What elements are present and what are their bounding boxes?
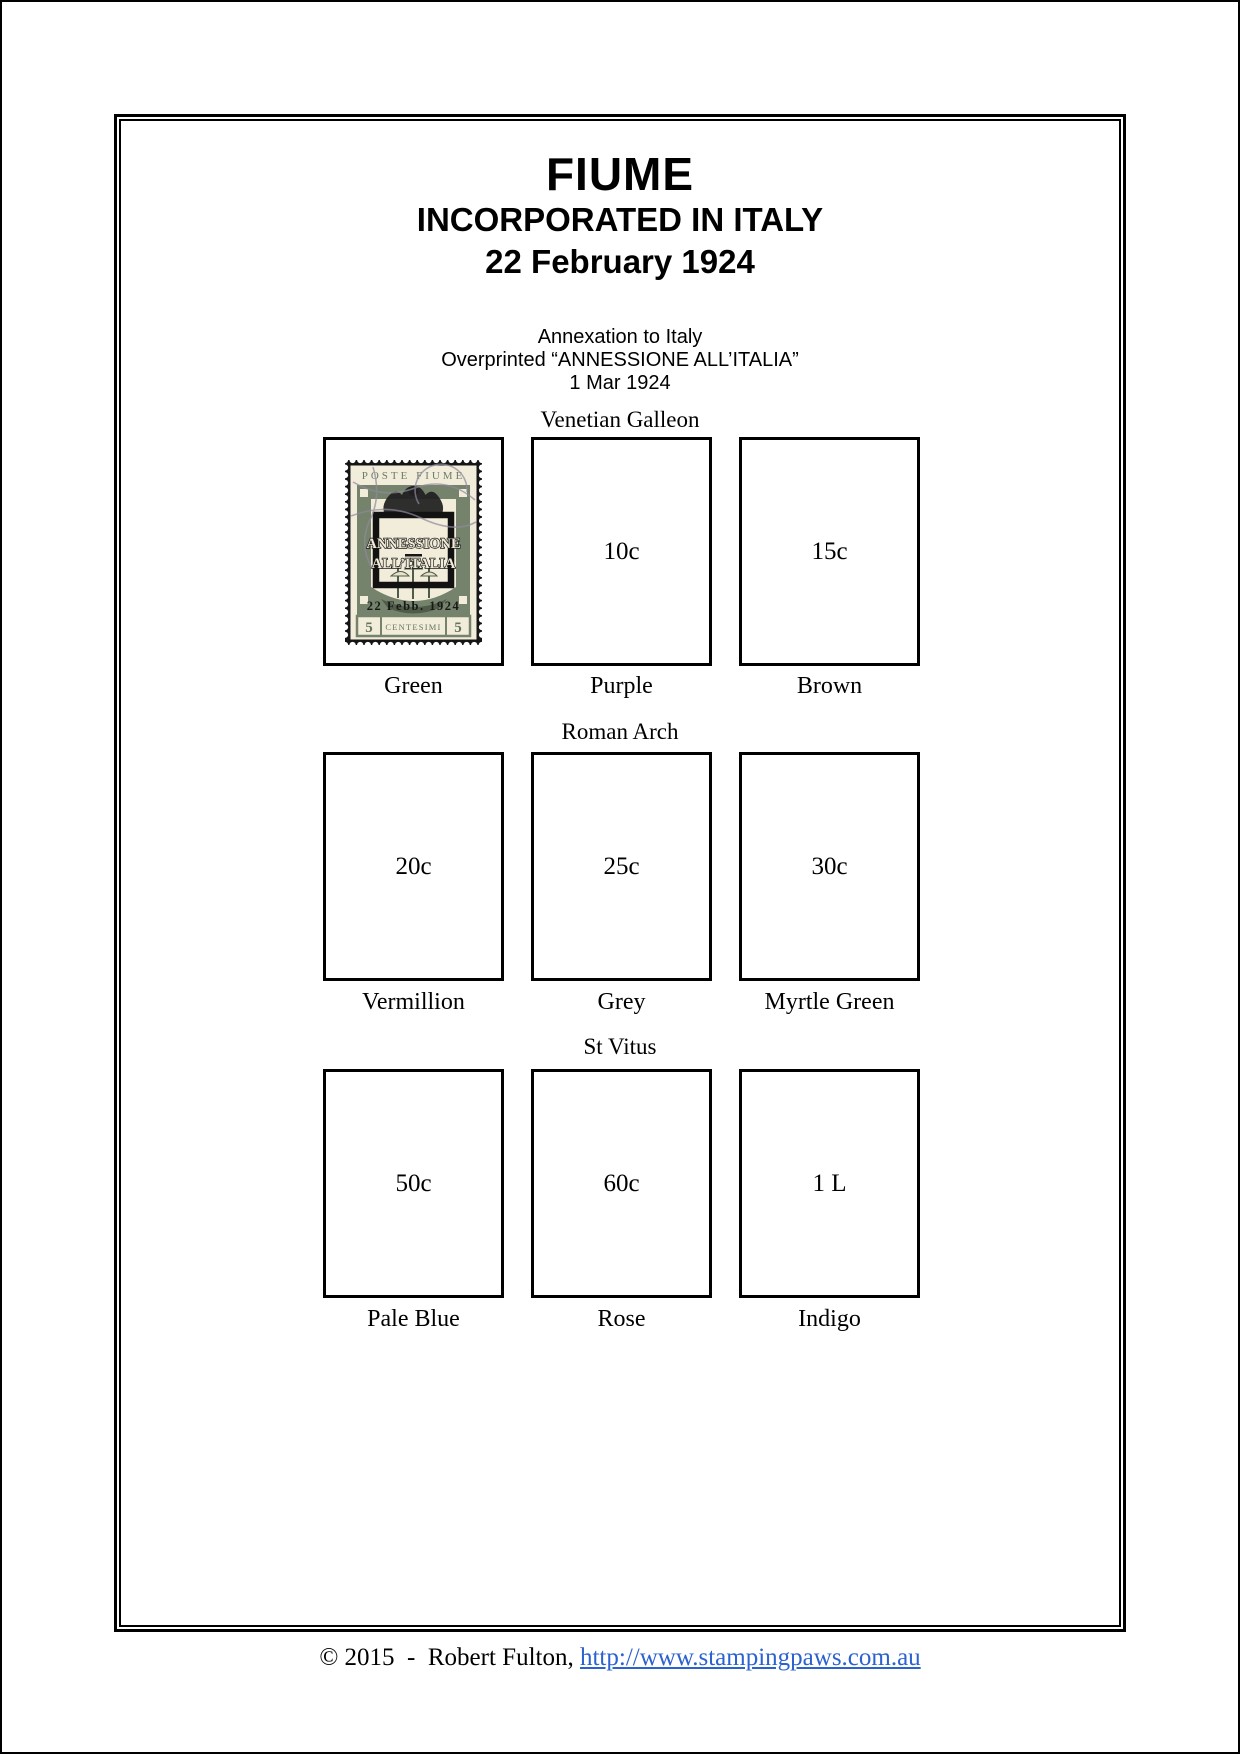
issue-description-line-1: Annexation to Italy (537, 326, 703, 348)
stamp-value-center: CENTESIMI (385, 622, 442, 632)
stamp-image-5c-green (343, 458, 484, 647)
stamp-box-10c (531, 437, 712, 666)
issue-description-line-2: Overprinted “ANNESSIONE ALL’ITALIA” (441, 349, 799, 371)
color-label-vermillion: Vermillion (362, 989, 465, 1015)
color-label-rose: Rose (597, 1306, 646, 1332)
stamp-box-30c (739, 752, 920, 981)
stamp-box-20c (323, 752, 504, 981)
color-label-purple: Purple (590, 673, 653, 699)
stamp-denomination: 50c (395, 1169, 432, 1197)
stamp-overprint-line-2: ALL’ITALIA (371, 556, 456, 572)
footer-copyright: © 2015 - Robert Fulton, (319, 1644, 580, 1671)
stamp-box-15c (739, 437, 920, 666)
stamp-overprint-line-1: ANNESSIONE (366, 536, 461, 552)
stamp-denomination: 30c (811, 852, 848, 880)
stamp-denomination: 10c (603, 537, 640, 565)
stamp-box-60c (531, 1069, 712, 1298)
page-subtitle-date: 22 February 1924 (485, 243, 755, 280)
stamp-date-overprint: 22 Febb. 1924 (366, 599, 461, 613)
stamp-denomination: 25c (603, 852, 640, 880)
footer-link[interactable]: http://www.stampingpaws.com.au (579, 1644, 921, 1671)
stamp-value-left: 5 (365, 620, 373, 636)
stamp-box-25c (531, 752, 712, 981)
stamp-denomination: 1 L (812, 1169, 847, 1197)
stamp-denomination: 15c (811, 537, 848, 565)
issue-description-line-3: 1 Mar 1924 (569, 372, 671, 394)
stamp-denomination: 60c (603, 1169, 640, 1197)
color-label-indigo: Indigo (798, 1306, 861, 1332)
page-subtitle-country: INCORPORATED IN ITALY (416, 201, 824, 238)
stamp-denomination: 20c (395, 852, 432, 880)
stamp-box-1l (739, 1069, 920, 1298)
section-header-roman-arch: Roman Arch (561, 719, 679, 744)
stamp-value-right: 5 (454, 620, 462, 636)
color-label-green: Green (384, 673, 443, 699)
stamp-box-5c (323, 437, 504, 666)
color-label-brown: Brown (796, 673, 863, 699)
stamp-box-50c (323, 1069, 504, 1298)
stamp-top-text: POSTE FIUME (361, 470, 466, 482)
footer (0, 1643, 1240, 1673)
color-label-myrtle-green: Myrtle Green (764, 989, 895, 1015)
color-label-pale-blue: Pale Blue (367, 1306, 460, 1332)
color-label-grey: Grey (597, 989, 646, 1015)
section-header-st-vitus: St Vitus (583, 1034, 657, 1059)
page-title: FIUME (545, 148, 695, 200)
section-header-venetian-galleon: Venetian Galleon (540, 407, 700, 432)
issue-description (0, 326, 1240, 395)
